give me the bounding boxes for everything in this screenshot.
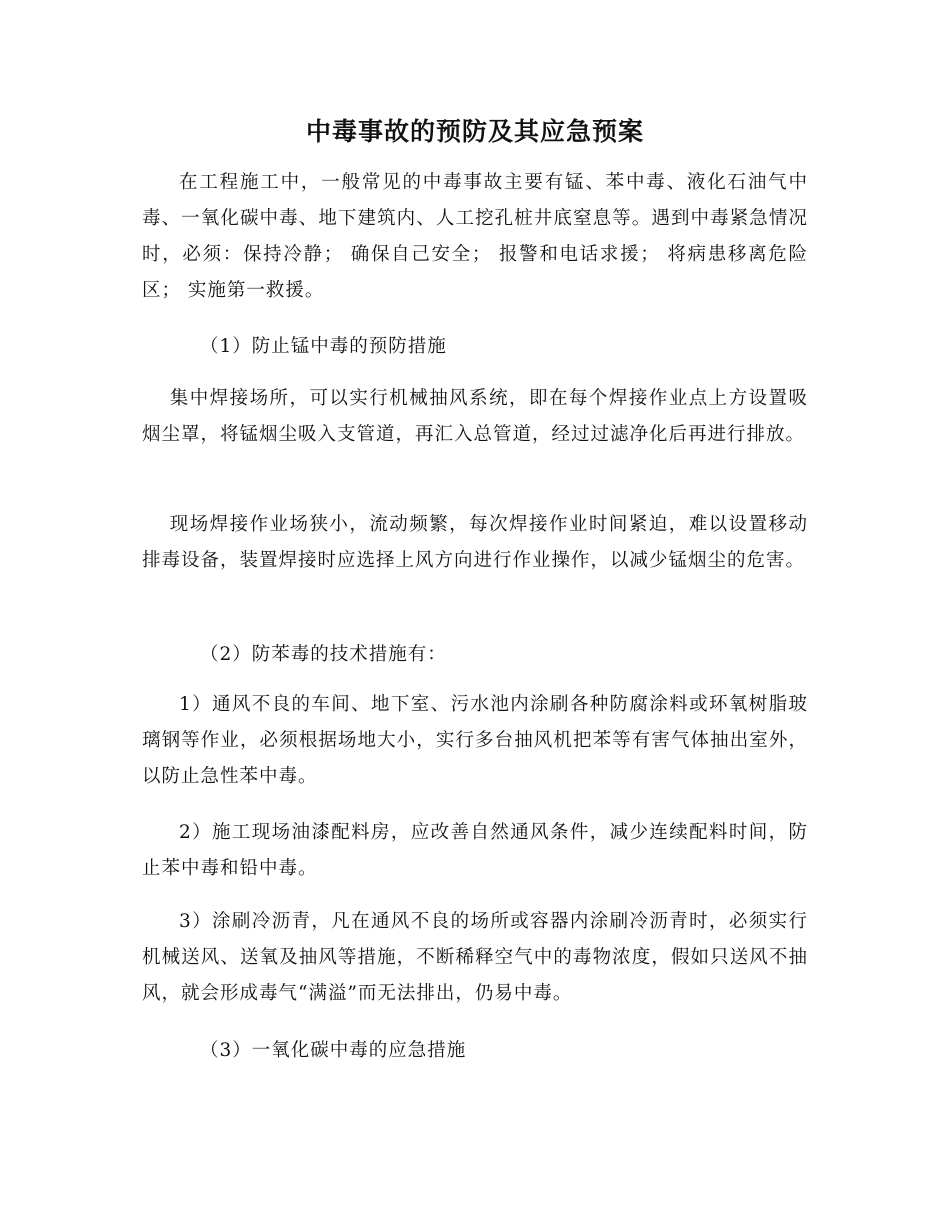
intro-paragraph: 在工程施工中，一般常见的中毒事故主要有锰、苯中毒、液化石油气中毒、一氧化碳中毒、地下建筑内、人工挖孔桩井底窒息等。遇到中毒紧急情况时，必须：保持冷静； 确保自己安全； 报警和电话求援； 将病患移离危险区； 实施第一救援。 xyxy=(142,172,808,301)
document-title: 中毒事故的预防及其应急预案 xyxy=(305,117,644,146)
section-1-heading: （1）防止锰中毒的预防措施 xyxy=(200,336,447,357)
section-1-paragraph-2: 现场焊接作业场狭小，流动频繁，每次焊接作业时间紧迫，难以设置移动排毒设备，装置焊接时应选择上风方向进行作业操作，以减少锰烟尘的危害。 xyxy=(142,514,808,571)
section-2-item-2: 2）施工现场油漆配料房，应改善自然通风条件，减少连续配料时间，防止苯中毒和铅中毒。 xyxy=(142,822,808,879)
section-2-item-1: 1）通风不良的车间、地下室、污水池内涂刷各种防腐涂料或环氧树脂玻璃钢等作业，必须根据场地大小，实行多台抽风机把苯等有害气体抽出室外，以防止急性苯中毒。 xyxy=(142,694,808,787)
section-2-item-3: 3）涂刷冷沥青，凡在通风不良的场所或容器内涂刷冷沥青时，必须实行机械送风、送氧及抽风等措施，不断稀释空气中的毒物浓度，假如只送风不抽风，就会形成毒气“满溢”而无法排出，仍易中毒。 xyxy=(142,911,808,1004)
section-2-heading: （2）防苯毒的技术措施有： xyxy=(200,644,447,665)
section-1-paragraph-1: 集中焊接场所，可以实行机械抽风系统，即在每个焊接作业点上方设置吸烟尘罩，将锰烟尘吸入支管道，再汇入总管道，经过过滤净化后再进行排放。 xyxy=(142,388,808,445)
section-3-heading: （3）一氧化碳中毒的应急措施 xyxy=(200,1040,467,1061)
